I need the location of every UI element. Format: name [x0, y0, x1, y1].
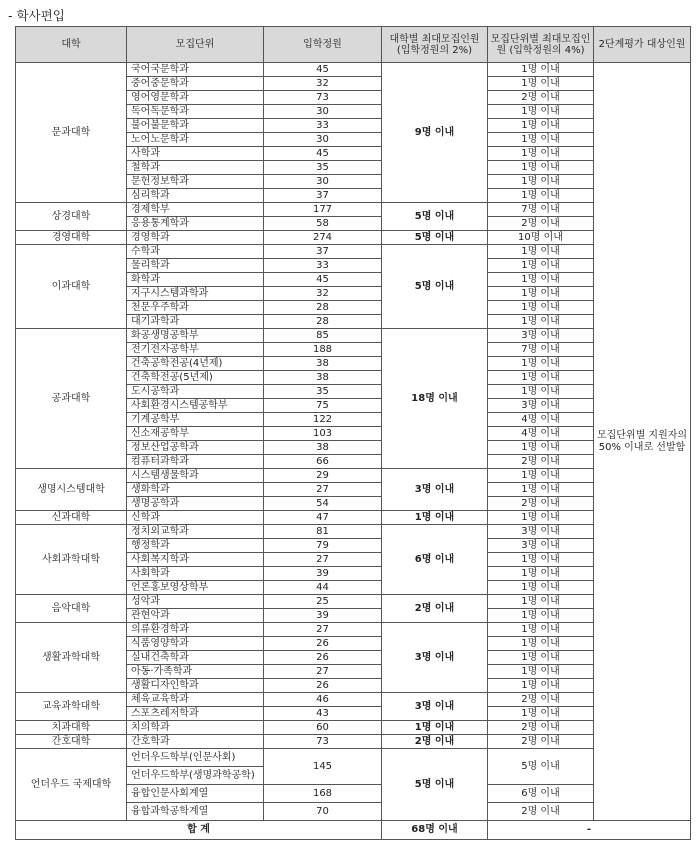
quota-cell: 43 — [264, 707, 382, 721]
unit-max-cell: 5명 이내 — [488, 749, 594, 785]
unit-cell: 간호학과 — [127, 735, 264, 749]
unit-max-cell: 2명 이내 — [488, 693, 594, 707]
quota-cell: 47 — [264, 511, 382, 525]
unit-max-cell: 1명 이내 — [488, 161, 594, 175]
unit-cell: 아동·가족학과 — [127, 665, 264, 679]
college-max-cell: 2명 이내 — [382, 735, 488, 749]
college-cell: 생활과학대학 — [16, 623, 127, 693]
college-cell: 이과대학 — [16, 245, 127, 329]
unit-cell: 물리학과 — [127, 259, 264, 273]
unit-max-cell: 3명 이내 — [488, 525, 594, 539]
unit-cell: 기계공학부 — [127, 413, 264, 427]
quota-cell: 35 — [264, 385, 382, 399]
unit-cell: 식품영양학과 — [127, 637, 264, 651]
table-row — [16, 63, 691, 77]
unit-cell: 사학과 — [127, 147, 264, 161]
quota-cell: 30 — [264, 105, 382, 119]
unit-cell: 정치외교학과 — [127, 525, 264, 539]
header-college-max: 대학별 최대모집인원 (입학정원의 2%) — [382, 27, 488, 63]
college-max-cell: 3명 이내 — [382, 469, 488, 511]
college-max-cell: 6명 이내 — [382, 525, 488, 595]
unit-cell: 독어독문학과 — [127, 105, 264, 119]
college-max-cell: 1명 이내 — [382, 721, 488, 735]
unit-max-cell: 2명 이내 — [488, 455, 594, 469]
unit-max-cell: 1명 이내 — [488, 245, 594, 259]
college-cell: 신과대학 — [16, 511, 127, 525]
college-max-cell: 5명 이내 — [382, 245, 488, 329]
college-max-cell: 5명 이내 — [382, 203, 488, 231]
quota-cell: 85 — [264, 329, 382, 343]
college-cell: 치과대학 — [16, 721, 127, 735]
unit-cell: 융합과학공학계열 — [127, 803, 264, 821]
header-unit: 모집단위 — [127, 27, 264, 63]
unit-cell: 문헌정보학과 — [127, 175, 264, 189]
quota-cell: 73 — [264, 91, 382, 105]
college-max-cell: 18명 이내 — [382, 329, 488, 469]
header-quota: 입학정원 — [264, 27, 382, 63]
unit-max-cell: 1명 이내 — [488, 441, 594, 455]
total-label: 합 계 — [16, 821, 382, 840]
quota-cell: 32 — [264, 77, 382, 91]
unit-max-cell: 1명 이내 — [488, 287, 594, 301]
quota-cell: 26 — [264, 679, 382, 693]
unit-max-cell: 1명 이내 — [488, 371, 594, 385]
unit-max-cell: 1명 이내 — [488, 77, 594, 91]
unit-cell: 불어불문학과 — [127, 119, 264, 133]
unit-cell: 화공생명공학부 — [127, 329, 264, 343]
table-row — [16, 525, 691, 539]
unit-max-cell: 1명 이내 — [488, 637, 594, 651]
unit-cell: 화학과 — [127, 273, 264, 287]
table-row — [16, 245, 691, 259]
table-row — [16, 623, 691, 637]
unit-max-cell: 1명 이내 — [488, 105, 594, 119]
header-stage2: 2단계평가 대상인원 — [594, 27, 691, 63]
unit-max-cell: 2명 이내 — [488, 497, 594, 511]
unit-cell: 경제학부 — [127, 203, 264, 217]
unit-max-cell: 2명 이내 — [488, 803, 594, 821]
unit-max-cell: 1명 이내 — [488, 385, 594, 399]
quota-cell: 274 — [264, 231, 382, 245]
unit-max-cell: 2명 이내 — [488, 91, 594, 105]
unit-max-cell: 1명 이내 — [488, 511, 594, 525]
unit-cell: 도시공학과 — [127, 385, 264, 399]
college-cell: 경영대학 — [16, 231, 127, 245]
unit-cell: 국어국문학과 — [127, 63, 264, 77]
header-row — [16, 27, 691, 63]
quota-cell: 39 — [264, 609, 382, 623]
quota-cell: 145 — [264, 749, 382, 785]
table-row — [16, 203, 691, 217]
quota-cell: 27 — [264, 623, 382, 637]
college-cell: 간호대학 — [16, 735, 127, 749]
college-cell: 음악대학 — [16, 595, 127, 623]
unit-max-cell: 1명 이내 — [488, 595, 594, 609]
unit-cell: 융합인문사회계열 — [127, 785, 264, 803]
total-college-max: 68명 이내 — [382, 821, 488, 840]
stage2-cell: 모집단위별 지원자의 50% 이내로 선발함 — [594, 63, 691, 821]
unit-cell: 치의학과 — [127, 721, 264, 735]
quota-cell: 28 — [264, 315, 382, 329]
college-max-cell: 3명 이내 — [382, 693, 488, 721]
quota-cell: 27 — [264, 483, 382, 497]
quota-cell: 28 — [264, 301, 382, 315]
unit-cell: 체육교육학과 — [127, 693, 264, 707]
unit-cell: 수학과 — [127, 245, 264, 259]
unit-cell: 전기전자공학부 — [127, 343, 264, 357]
unit-max-cell: 1명 이내 — [488, 273, 594, 287]
unit-cell: 시스템생물학과 — [127, 469, 264, 483]
quota-cell: 188 — [264, 343, 382, 357]
unit-cell: 건축공학전공(4년제) — [127, 357, 264, 371]
unit-max-cell: 1명 이내 — [488, 623, 594, 637]
college-cell: 사회과학대학 — [16, 525, 127, 595]
quota-cell: 27 — [264, 553, 382, 567]
quota-cell: 103 — [264, 427, 382, 441]
unit-max-cell: 1명 이내 — [488, 651, 594, 665]
unit-max-cell: 7명 이내 — [488, 203, 594, 217]
table-row — [16, 511, 691, 525]
unit-max-cell: 1명 이내 — [488, 679, 594, 693]
unit-max-cell: 1명 이내 — [488, 259, 594, 273]
unit-max-cell: 3명 이내 — [488, 539, 594, 553]
quota-cell: 39 — [264, 567, 382, 581]
unit-cell: 노어노문학과 — [127, 133, 264, 147]
quota-cell: 79 — [264, 539, 382, 553]
quota-cell: 70 — [264, 803, 382, 821]
table-row — [16, 749, 691, 767]
unit-max-cell: 2명 이내 — [488, 217, 594, 231]
total-row — [16, 821, 691, 840]
unit-cell: 행정학과 — [127, 539, 264, 553]
unit-cell: 신소재공학부 — [127, 427, 264, 441]
quota-cell: 60 — [264, 721, 382, 735]
unit-max-cell: 1명 이내 — [488, 469, 594, 483]
table-row — [16, 469, 691, 483]
quota-cell: 75 — [264, 399, 382, 413]
unit-max-cell: 1명 이내 — [488, 665, 594, 679]
quota-cell: 33 — [264, 259, 382, 273]
unit-cell: 철학과 — [127, 161, 264, 175]
table-row — [16, 329, 691, 343]
unit-cell: 중어중문학과 — [127, 77, 264, 91]
unit-cell: 생화학과 — [127, 483, 264, 497]
unit-cell: 천문우주학과 — [127, 301, 264, 315]
unit-max-cell: 2명 이내 — [488, 735, 594, 749]
unit-cell: 성악과 — [127, 595, 264, 609]
unit-cell: 대기과학과 — [127, 315, 264, 329]
quota-cell: 30 — [264, 175, 382, 189]
unit-cell: 심리학과 — [127, 189, 264, 203]
college-cell: 생명시스템대학 — [16, 469, 127, 511]
quota-cell: 29 — [264, 469, 382, 483]
admission-table — [15, 26, 691, 840]
page-title: - 학사편입 — [8, 8, 65, 23]
quota-cell: 73 — [264, 735, 382, 749]
college-cell: 교육과학대학 — [16, 693, 127, 721]
unit-cell: 영어영문학과 — [127, 91, 264, 105]
quota-cell: 45 — [264, 147, 382, 161]
quota-cell: 32 — [264, 287, 382, 301]
unit-max-cell: 1명 이내 — [488, 483, 594, 497]
quota-cell: 44 — [264, 581, 382, 595]
college-cell: 공과대학 — [16, 329, 127, 469]
quota-cell: 45 — [264, 63, 382, 77]
unit-cell: 정보산업공학과 — [127, 441, 264, 455]
unit-cell: 관현악과 — [127, 609, 264, 623]
unit-max-cell: 4명 이내 — [488, 427, 594, 441]
header-college: 대학 — [16, 27, 127, 63]
table-row — [16, 595, 691, 609]
college-max-cell: 1명 이내 — [382, 511, 488, 525]
unit-cell: 경영학과 — [127, 231, 264, 245]
unit-max-cell: 4명 이내 — [488, 413, 594, 427]
college-max-cell: 5명 이내 — [382, 231, 488, 245]
quota-cell: 46 — [264, 693, 382, 707]
unit-max-cell: 1명 이내 — [488, 119, 594, 133]
quota-cell: 38 — [264, 441, 382, 455]
unit-max-cell: 10명 이내 — [488, 231, 594, 245]
unit-max-cell: 1명 이내 — [488, 175, 594, 189]
unit-max-cell: 2명 이내 — [488, 721, 594, 735]
quota-cell: 58 — [264, 217, 382, 231]
unit-cell: 컴퓨터과학과 — [127, 455, 264, 469]
unit-cell: 생명공학과 — [127, 497, 264, 511]
table-row — [16, 231, 691, 245]
unit-max-cell: 1명 이내 — [488, 147, 594, 161]
unit-max-cell: 1명 이내 — [488, 357, 594, 371]
unit-max-cell: 1명 이내 — [488, 581, 594, 595]
quota-cell: 168 — [264, 785, 382, 803]
header-unit-max: 모집단위별 최대모집인원 (입학정원의 4%) — [488, 27, 594, 63]
unit-cell: 사회학과 — [127, 567, 264, 581]
college-max-cell: 3명 이내 — [382, 623, 488, 693]
unit-max-cell: 1명 이내 — [488, 707, 594, 721]
unit-cell: 사회복지학과 — [127, 553, 264, 567]
unit-cell: 의류환경학과 — [127, 623, 264, 637]
quota-cell: 38 — [264, 357, 382, 371]
quota-cell: 81 — [264, 525, 382, 539]
college-max-cell: 9명 이내 — [382, 63, 488, 203]
unit-cell: 지구시스템과학과 — [127, 287, 264, 301]
quota-cell: 38 — [264, 371, 382, 385]
unit-max-cell: 3명 이내 — [488, 399, 594, 413]
total-unit-max: - — [488, 821, 691, 840]
unit-max-cell: 1명 이내 — [488, 609, 594, 623]
unit-cell: 언더우드학부(인문사회) — [127, 749, 264, 767]
quota-cell: 26 — [264, 651, 382, 665]
unit-cell: 생활디자인학과 — [127, 679, 264, 693]
quota-cell: 33 — [264, 119, 382, 133]
quota-cell: 45 — [264, 273, 382, 287]
unit-max-cell: 7명 이내 — [488, 343, 594, 357]
quota-cell: 122 — [264, 413, 382, 427]
unit-max-cell: 3명 이내 — [488, 329, 594, 343]
quota-cell: 66 — [264, 455, 382, 469]
quota-cell: 25 — [264, 595, 382, 609]
college-cell: 문과대학 — [16, 63, 127, 203]
unit-max-cell: 1명 이내 — [488, 301, 594, 315]
table-row — [16, 721, 691, 735]
quota-cell: 35 — [264, 161, 382, 175]
unit-cell: 신학과 — [127, 511, 264, 525]
quota-cell: 26 — [264, 637, 382, 651]
quota-cell: 37 — [264, 189, 382, 203]
unit-max-cell: 6명 이내 — [488, 785, 594, 803]
quota-cell: 37 — [264, 245, 382, 259]
unit-cell: 언론홍보영상학부 — [127, 581, 264, 595]
quota-cell: 27 — [264, 665, 382, 679]
unit-max-cell: 1명 이내 — [488, 133, 594, 147]
college-cell: 언더우드 국제대학 — [16, 749, 127, 821]
unit-max-cell: 1명 이내 — [488, 315, 594, 329]
college-cell: 상경대학 — [16, 203, 127, 231]
quota-cell: 54 — [264, 497, 382, 511]
unit-cell: 건축학전공(5년제) — [127, 371, 264, 385]
unit-cell: 응용통계학과 — [127, 217, 264, 231]
table-row — [16, 693, 691, 707]
quota-cell: 177 — [264, 203, 382, 217]
college-max-cell: 5명 이내 — [382, 749, 488, 821]
unit-cell: 사회환경시스템공학부 — [127, 399, 264, 413]
unit-max-cell: 1명 이내 — [488, 189, 594, 203]
quota-cell: 30 — [264, 133, 382, 147]
college-max-cell: 2명 이내 — [382, 595, 488, 623]
unit-cell: 스포츠레저학과 — [127, 707, 264, 721]
unit-max-cell: 1명 이내 — [488, 63, 594, 77]
unit-cell: 실내건축학과 — [127, 651, 264, 665]
unit-max-cell: 1명 이내 — [488, 567, 594, 581]
table-row — [16, 735, 691, 749]
unit-cell: 언더우드학부(생명과학공학) — [127, 767, 264, 785]
unit-max-cell: 1명 이내 — [488, 553, 594, 567]
